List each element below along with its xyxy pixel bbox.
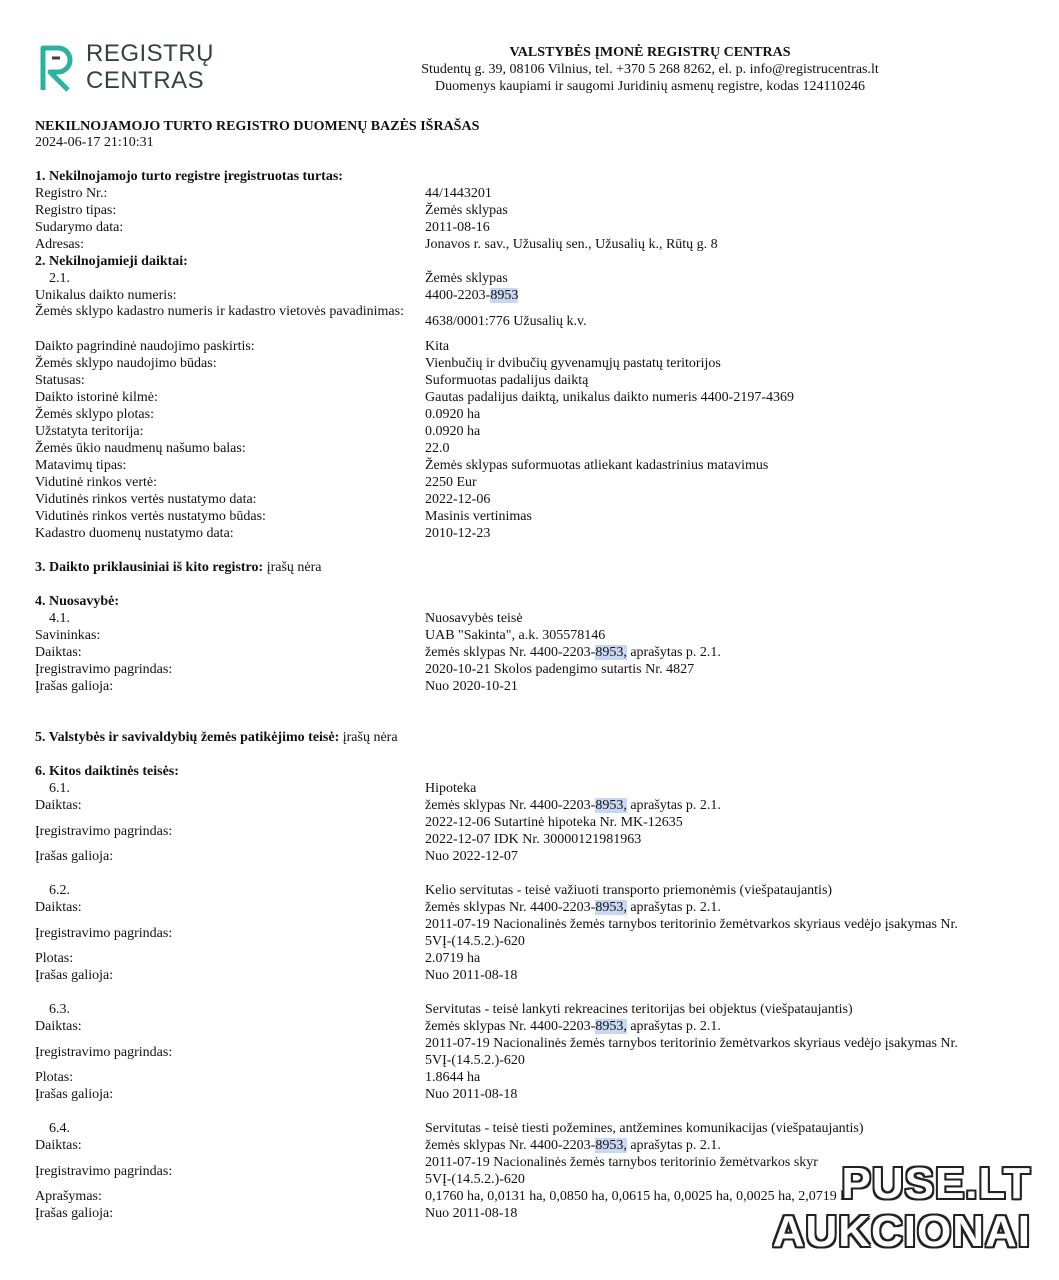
field-value: Kita bbox=[425, 339, 450, 354]
field-label: Daiktas: bbox=[35, 645, 82, 660]
field-value: 44/1443201 bbox=[425, 186, 492, 201]
field-label: Žemės sklypo kadastro numeris ir kadastro vietovės pavadinimas: bbox=[35, 304, 404, 319]
field-value: Jonavos r. sav., Užusalių sen., Užusalių k., Rūtų g. 8 bbox=[425, 237, 718, 252]
item-number: 6.1. bbox=[49, 781, 70, 796]
logo-line-2: CENTRAS bbox=[86, 67, 205, 94]
field-label: Įrašas galioja: bbox=[35, 849, 114, 864]
puse-lt-watermark bbox=[731, 1160, 1031, 1256]
basis-line: 5VĮ-(14.5.2.)-620 bbox=[425, 1053, 525, 1068]
item-type: Kelio servitutas - teisė važiuoti transporto priemonėmis (viešpataujantis) bbox=[425, 883, 833, 898]
object-suffix: aprašytas p. 2.1. bbox=[626, 645, 721, 660]
field-label: Registro tipas: bbox=[35, 203, 117, 218]
field-value: Nuo 2020-10-21 bbox=[425, 679, 518, 694]
object-suffix: aprašytas p. 2.1. bbox=[626, 1019, 721, 1034]
section-3-heading: 3. Daikto priklausiniai iš kito registro: bbox=[35, 560, 264, 575]
basis-line: 5VĮ-(14.5.2.)-620 bbox=[425, 1172, 525, 1187]
document-title: NEKILNOJAMOJO TURTO REGISTRO DUOMENŲ BAZĖS IŠRAŠAS bbox=[35, 119, 480, 134]
item-number-row bbox=[35, 882, 1035, 899]
field-label: Matavimų tipas: bbox=[35, 458, 127, 473]
section-4-heading: 4. Nuosavybė: bbox=[35, 594, 120, 609]
field-value: 0,1760 ha, 0,0131 ha, 0,0850 ha, 0,0615 ha, 0,0025 ha, 0,0025 ha, 2,0719 ha bbox=[425, 1189, 854, 1204]
unique-number-prefix: 4400-2203- bbox=[425, 288, 491, 303]
field-row bbox=[35, 899, 1035, 916]
field-label: Vidutinė rinkos vertė: bbox=[35, 475, 158, 490]
field-label: Įregistravimo pagrindas: bbox=[35, 823, 173, 839]
item-number: 4.1. bbox=[49, 611, 70, 626]
field-value: 1.8644 ha bbox=[425, 1070, 481, 1085]
field-label: Kadastro duomenų nustatymo data: bbox=[35, 526, 234, 541]
field-row bbox=[35, 814, 1035, 848]
section-5-heading: 5. Valstybės ir savivaldybių žemės patikėjimo teisė: bbox=[35, 730, 340, 745]
field-row bbox=[35, 967, 1035, 984]
item-number-row bbox=[35, 1001, 1035, 1018]
field-label: Įrašas galioja: bbox=[35, 1206, 114, 1221]
object-prefix: žemės sklypas Nr. 4400-2203- bbox=[425, 900, 596, 915]
section-6-heading: 6. Kitos daiktinės teisės: bbox=[35, 764, 179, 779]
field-row bbox=[35, 287, 1035, 304]
field-value: Suformuotas padalijus daiktą bbox=[425, 373, 589, 388]
field-label: Savininkas: bbox=[35, 628, 101, 643]
field-label: Daiktas: bbox=[35, 900, 82, 915]
item-number-row bbox=[35, 610, 1035, 627]
field-value: 2022-12-06 bbox=[425, 492, 491, 507]
logo-r-icon bbox=[38, 42, 78, 92]
item-type: Servitutas - teisė lankyti rekreacines teritorijas bei objektus (viešpataujantis) bbox=[425, 1002, 853, 1017]
org-address: Studentų g. 39, 08106 Vilnius, tel. +370 5 268 8262, el. p. info@registrucentras.lt bbox=[421, 62, 879, 77]
basis-line: 2011-07-19 Nacionalinės žemės tarnybos teritorinio žemėtvarkos skyr bbox=[425, 1155, 818, 1170]
basis-line: 2011-07-19 Nacionalinės žemės tarnybos teritorinio žemėtvarkos skyriaus vedėjo įsakymas Nr. bbox=[425, 917, 958, 932]
field-label: Daiktas: bbox=[35, 1138, 82, 1153]
field-value: UAB "Sakinta", a.k. 305578146 bbox=[425, 628, 606, 643]
field-label: Adresas: bbox=[35, 237, 84, 252]
field-label: Aprašymas: bbox=[35, 1189, 102, 1204]
field-row bbox=[35, 389, 1035, 406]
org-header bbox=[395, 44, 905, 95]
field-row bbox=[35, 1018, 1035, 1035]
field-label: Statusas: bbox=[35, 373, 85, 388]
section-3-value: įrašų nėra bbox=[263, 560, 322, 575]
field-row bbox=[35, 644, 1035, 661]
field-label: Daiktas: bbox=[35, 1019, 82, 1034]
field-label: Įrašas galioja: bbox=[35, 1087, 114, 1102]
org-name: VALSTYBĖS ĮMONĖ REGISTRŲ CENTRAS bbox=[509, 45, 791, 60]
field-value bbox=[425, 1018, 1025, 1035]
field-value: Nuo 2022-12-07 bbox=[425, 849, 518, 864]
item-number: 6.4. bbox=[49, 1121, 70, 1136]
field-label: Įregistravimo pagrindas: bbox=[35, 1163, 173, 1179]
field-value: 0.0920 ha bbox=[425, 424, 481, 439]
field-label: Unikalus daikto numeris: bbox=[35, 288, 177, 303]
object-prefix: žemės sklypas Nr. 4400-2203- bbox=[425, 798, 596, 813]
field-label: Plotas: bbox=[35, 1070, 74, 1085]
field-row bbox=[35, 219, 1035, 236]
watermark-line-2: AUKCIONAI bbox=[772, 1207, 1031, 1256]
field-row bbox=[35, 457, 1035, 474]
object-prefix: žemės sklypas Nr. 4400-2203- bbox=[425, 645, 596, 660]
field-label: Vidutinės rinkos vertės nustatymo data: bbox=[35, 492, 257, 507]
field-value: Nuo 2011-08-18 bbox=[425, 968, 518, 983]
field-row bbox=[35, 423, 1035, 440]
section-3 bbox=[35, 559, 1035, 576]
field-row bbox=[35, 1035, 1035, 1069]
field-row bbox=[35, 848, 1035, 865]
field-label: Užstatyta teritorija: bbox=[35, 424, 144, 439]
field-label: Plotas: bbox=[35, 951, 74, 966]
basis-line: 2022-12-07 IDK Nr. 30000121981963 bbox=[425, 832, 642, 847]
field-row bbox=[35, 661, 1035, 678]
item-number: 2.1. bbox=[49, 271, 70, 286]
org-note: Duomenys kaupiami ir saugomi Juridinių asmenų registre, kodas 124110246 bbox=[435, 79, 865, 94]
field-value: 22.0 bbox=[425, 441, 450, 456]
section-2-heading: 2. Nekilnojamieji daiktai: bbox=[35, 254, 188, 269]
field-value: Nuo 2011-08-18 bbox=[425, 1206, 518, 1221]
field-row bbox=[35, 1137, 1035, 1154]
object-highlight: 8953, bbox=[595, 1138, 627, 1153]
field-value bbox=[425, 644, 1025, 661]
field-value bbox=[425, 899, 1025, 916]
section-1-heading: 1. Nekilnojamojo turto registre įregistruotas turtas: bbox=[35, 169, 343, 184]
field-row bbox=[35, 355, 1035, 372]
field-label: Įrašas galioja: bbox=[35, 968, 114, 983]
basis-line: 2022-12-06 Sutartinė hipoteka Nr. MK-12635 bbox=[425, 815, 683, 830]
field-value: Masinis vertinimas bbox=[425, 509, 532, 524]
object-suffix: aprašytas p. 2.1. bbox=[626, 900, 721, 915]
field-row bbox=[35, 406, 1035, 423]
document-body bbox=[35, 168, 1035, 1222]
object-highlight: 8953, bbox=[595, 1019, 627, 1034]
field-value: 2250 Eur bbox=[425, 475, 477, 490]
object-highlight: 8953, bbox=[595, 798, 627, 813]
object-prefix: žemės sklypas Nr. 4400-2203- bbox=[425, 1019, 596, 1034]
field-label: Žemės ūkio naudmenų našumo balas: bbox=[35, 441, 246, 456]
field-value: 2011-08-16 bbox=[425, 220, 490, 235]
basis-line: 2011-07-19 Nacionalinės žemės tarnybos teritorinio žemėtvarkos skyriaus vedėjo įsakymas Nr. bbox=[425, 1036, 958, 1051]
field-row bbox=[35, 1086, 1035, 1103]
item-number: 6.3. bbox=[49, 1002, 70, 1017]
field-value bbox=[425, 814, 1025, 848]
field-row bbox=[35, 797, 1035, 814]
item-type: Žemės sklypas bbox=[425, 271, 508, 286]
field-label: Daikto istorinė kilmė: bbox=[35, 390, 158, 405]
object-highlight: 8953, bbox=[595, 900, 627, 915]
field-label: Sudarymo data: bbox=[35, 220, 124, 235]
object-prefix: žemės sklypas Nr. 4400-2203- bbox=[425, 1138, 596, 1153]
field-row bbox=[35, 525, 1035, 542]
field-label: Žemės sklypo plotas: bbox=[35, 407, 154, 422]
field-value bbox=[425, 797, 1025, 814]
field-value bbox=[425, 1137, 1025, 1154]
field-value: Nuo 2011-08-18 bbox=[425, 1087, 518, 1102]
watermark-line-1: PUSE.LT bbox=[841, 1159, 1031, 1208]
field-value bbox=[425, 1035, 1025, 1069]
field-value bbox=[425, 287, 1025, 304]
unique-number-highlight: 8953 bbox=[490, 288, 519, 303]
field-value: Vienbučių ir dvibučių gyvenamųjų pastatų teritorijos bbox=[425, 356, 721, 371]
section-5-value: įrašų nėra bbox=[339, 730, 398, 745]
basis-line: 5VĮ-(14.5.2.)-620 bbox=[425, 934, 525, 949]
field-row bbox=[35, 440, 1035, 457]
item-number-row bbox=[35, 780, 1035, 797]
field-row bbox=[35, 236, 1035, 253]
field-row bbox=[35, 304, 1035, 338]
field-row bbox=[35, 1069, 1035, 1086]
field-value: 2020-10-21 Skolos padengimo sutartis Nr. 4827 bbox=[425, 662, 695, 677]
field-label: Įregistravimo pagrindas: bbox=[35, 925, 173, 941]
field-row bbox=[35, 627, 1035, 644]
registru-centras-logo bbox=[38, 40, 215, 98]
object-highlight: 8953, bbox=[595, 645, 627, 660]
field-value: 0.0920 ha bbox=[425, 407, 481, 422]
field-label: Vidutinės rinkos vertės nustatymo būdas: bbox=[35, 509, 266, 524]
item-number-row bbox=[35, 270, 1035, 287]
field-value bbox=[425, 916, 1025, 950]
item-type: Nuosavybės teisė bbox=[425, 611, 523, 626]
field-row bbox=[35, 202, 1035, 219]
field-row bbox=[35, 950, 1035, 967]
field-value: Žemės sklypas bbox=[425, 203, 508, 218]
field-row bbox=[35, 372, 1035, 389]
field-value: Gautas padalijus daiktą, unikalus daikto numeris 4400-2197-4369 bbox=[425, 390, 794, 405]
field-row bbox=[35, 678, 1035, 695]
item-type: Servitutas - teisė tiesti požemines, antžemines komunikacijas (viešpataujantis) bbox=[425, 1121, 864, 1136]
field-value: 2.0719 ha bbox=[425, 951, 481, 966]
item-type: Hipoteka bbox=[425, 781, 477, 796]
field-label: Įregistravimo pagrindas: bbox=[35, 662, 173, 677]
field-label: Daiktas: bbox=[35, 798, 82, 813]
field-value: Žemės sklypas suformuotas atliekant kadastrinius matavimus bbox=[425, 458, 769, 473]
field-value: 2010-12-23 bbox=[425, 526, 491, 541]
field-label: Įrašas galioja: bbox=[35, 679, 114, 694]
field-row bbox=[35, 185, 1035, 202]
logo-line-1: REGISTRŲ bbox=[86, 40, 215, 67]
field-label: Registro Nr.: bbox=[35, 186, 108, 201]
document-datetime: 2024-06-17 21:10:31 bbox=[35, 135, 154, 150]
field-row bbox=[35, 474, 1035, 491]
object-suffix: aprašytas p. 2.1. bbox=[626, 798, 721, 813]
field-label: Daikto pagrindinė naudojimo paskirtis: bbox=[35, 339, 255, 354]
item-number: 6.2. bbox=[49, 883, 70, 898]
field-row bbox=[35, 338, 1035, 355]
section-5 bbox=[35, 729, 1035, 746]
field-label: Žemės sklypo naudojimo būdas: bbox=[35, 356, 217, 371]
field-row bbox=[35, 491, 1035, 508]
field-value: 4638/0001:776 Užusalių k.v. bbox=[425, 313, 587, 329]
field-row bbox=[35, 508, 1035, 525]
field-label: Įregistravimo pagrindas: bbox=[35, 1044, 173, 1060]
item-number-row bbox=[35, 1120, 1035, 1137]
field-row bbox=[35, 916, 1035, 950]
object-suffix: aprašytas p. 2.1. bbox=[626, 1138, 721, 1153]
